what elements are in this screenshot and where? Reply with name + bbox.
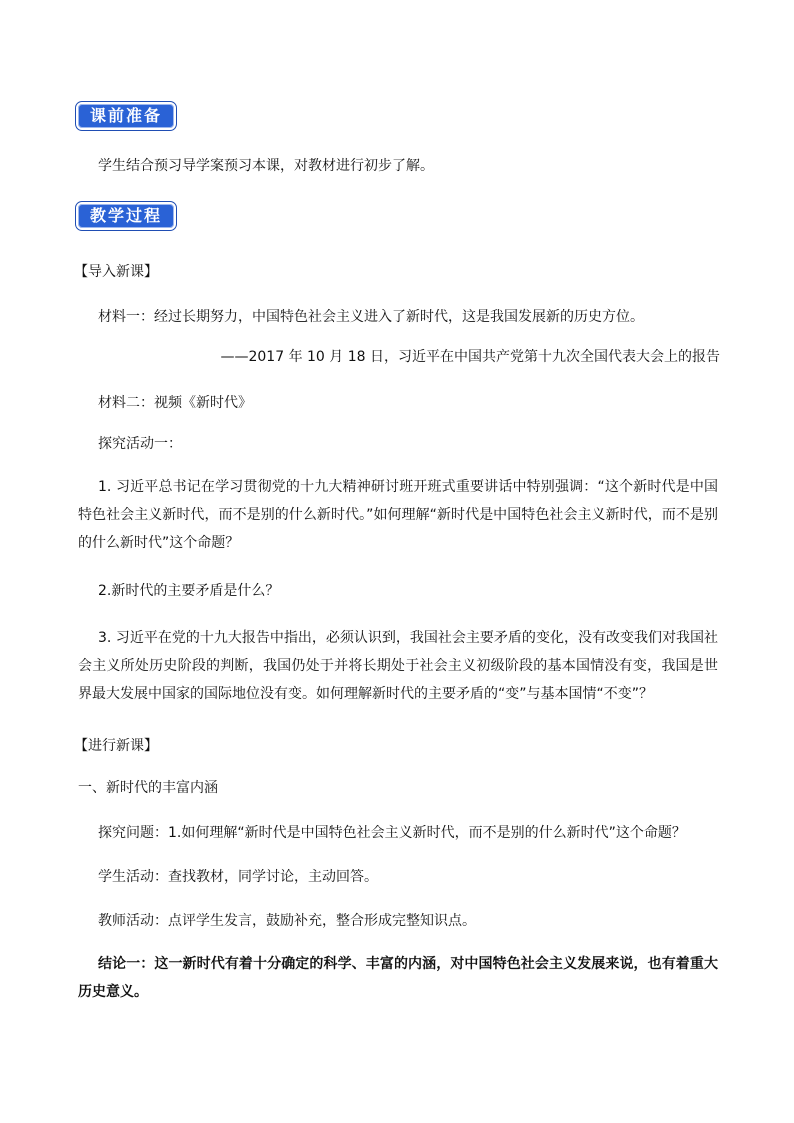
section-one-heading: 一、新时代的丰富内涵	[78, 780, 218, 796]
newlesson-heading: 【进行新课】	[74, 738, 158, 754]
activity-title: 探究活动一：	[98, 436, 182, 452]
material-one: 材料一：经过长期努力，中国特色社会主义进入了新时代，这是我国发展新的历史方位。	[98, 309, 644, 325]
intro-heading: 【导入新课】	[74, 264, 158, 280]
process-section-badge: 教学过程	[76, 202, 176, 230]
question-three: 3. 习近平在党的十九大报告中指出，必须认识到，我国社会主要矛盾的变化，没有改变我们对我国社会主义所处历史阶段的判断，我国仍处于并将长期处于社会主义初级阶段的基本国情没有变，我国是世界最大发展中国家的国际地位没有变。如何理解新时代的主要矛盾的“变”与基本国情“不变”？	[78, 630, 718, 702]
inquiry-question: 探究问题：1.如何理解“新时代是中国特色社会主义新时代，而不是别的什么新时代”这个命题？	[98, 825, 686, 841]
question-one: 1. 习近平总书记在学习贯彻党的十九大精神研讨班开班式重要讲话中特别强调：“这个新时代是中国特色社会主义新时代，而不是别的什么新时代。”如何理解“新时代是中国特色社会主义新时代，而不是别的什么新时代”这个命题？	[78, 479, 718, 551]
student-activity: 学生活动：查找教材，同学讨论，主动回答。	[98, 869, 378, 885]
material-two: 材料二：视频《新时代》	[98, 395, 252, 411]
conclusion-one: 结论一：这一新时代有着十分确定的科学、丰富的内涵，对中国特色社会主义发展来说，也有着重大历史意义。	[78, 956, 718, 1000]
prep-section-badge: 课前准备	[76, 102, 176, 130]
material-source: ——2017 年 10 月 18 日，习近平在中国共产党第十九次全国代表大会上的报告	[220, 349, 720, 365]
teacher-activity: 教师活动：点评学生发言，鼓励补充，整合形成完整知识点。	[98, 913, 476, 929]
prep-text: 学生结合预习导学案预习本课，对教材进行初步了解。	[98, 158, 434, 174]
question-two: 2.新时代的主要矛盾是什么？	[98, 583, 280, 599]
